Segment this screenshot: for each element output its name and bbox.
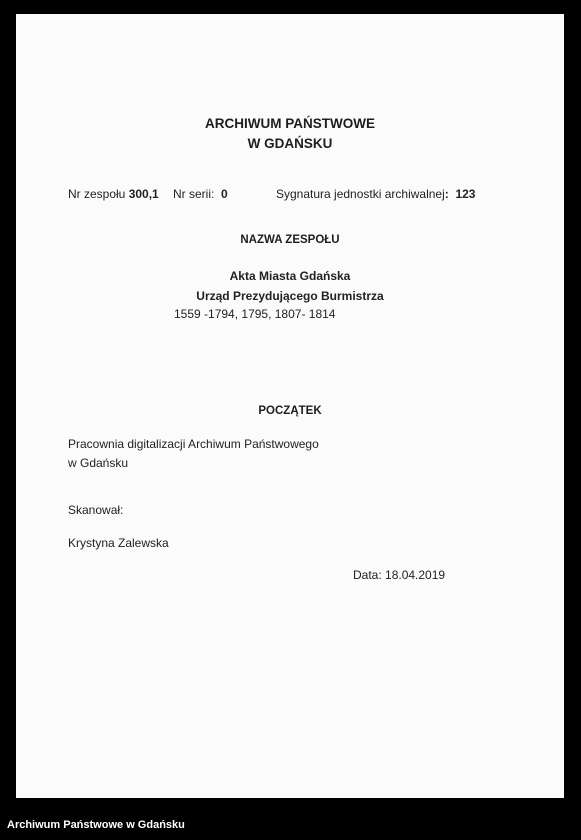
- fonds-heading: NAZWA ZESPOŁU: [240, 234, 340, 246]
- fonds-dates: 1559 -1794, 1795, 1807- 1814: [174, 307, 336, 321]
- signature-label: Sygnatura jednostki archiwalnej: [276, 187, 445, 201]
- series-number: [173, 187, 228, 201]
- archive-footer-label: Archiwum Państwowe w Gdańsku: [7, 819, 185, 831]
- signature-colon: :: [444, 187, 449, 201]
- series-number-label: Nr serii:: [173, 187, 215, 201]
- document-page: [16, 14, 564, 798]
- fonds-name-line2: Urząd Prezydującego Burmistrza: [196, 289, 384, 303]
- archive-title-line1: ARCHIWUM PAŃSTWOWE: [205, 116, 375, 131]
- fonds-number: [68, 187, 159, 201]
- start-heading: POCZĄTEK: [258, 405, 322, 417]
- scan-date: Data: 18.04.2019: [353, 568, 446, 582]
- lab-name-line1: Pracownia digitalizacji Archiwum Państwowego: [68, 437, 319, 451]
- archive-title-line2: W GDAŃSKU: [247, 136, 333, 151]
- lab-name-line2: w Gdańsku: [68, 456, 129, 470]
- scanned-by: Krystyna Zalewska: [68, 536, 169, 550]
- fonds-number-value: 300,1: [128, 187, 159, 201]
- fonds-number-label: Nr zespołu: [68, 187, 126, 201]
- signature: [276, 187, 475, 201]
- scanned-label: Skanował:: [68, 503, 124, 517]
- signature-value: 123: [455, 187, 476, 201]
- series-number-value: 0: [221, 187, 228, 201]
- fonds-name-line1: Akta Miasta Gdańska: [229, 269, 351, 283]
